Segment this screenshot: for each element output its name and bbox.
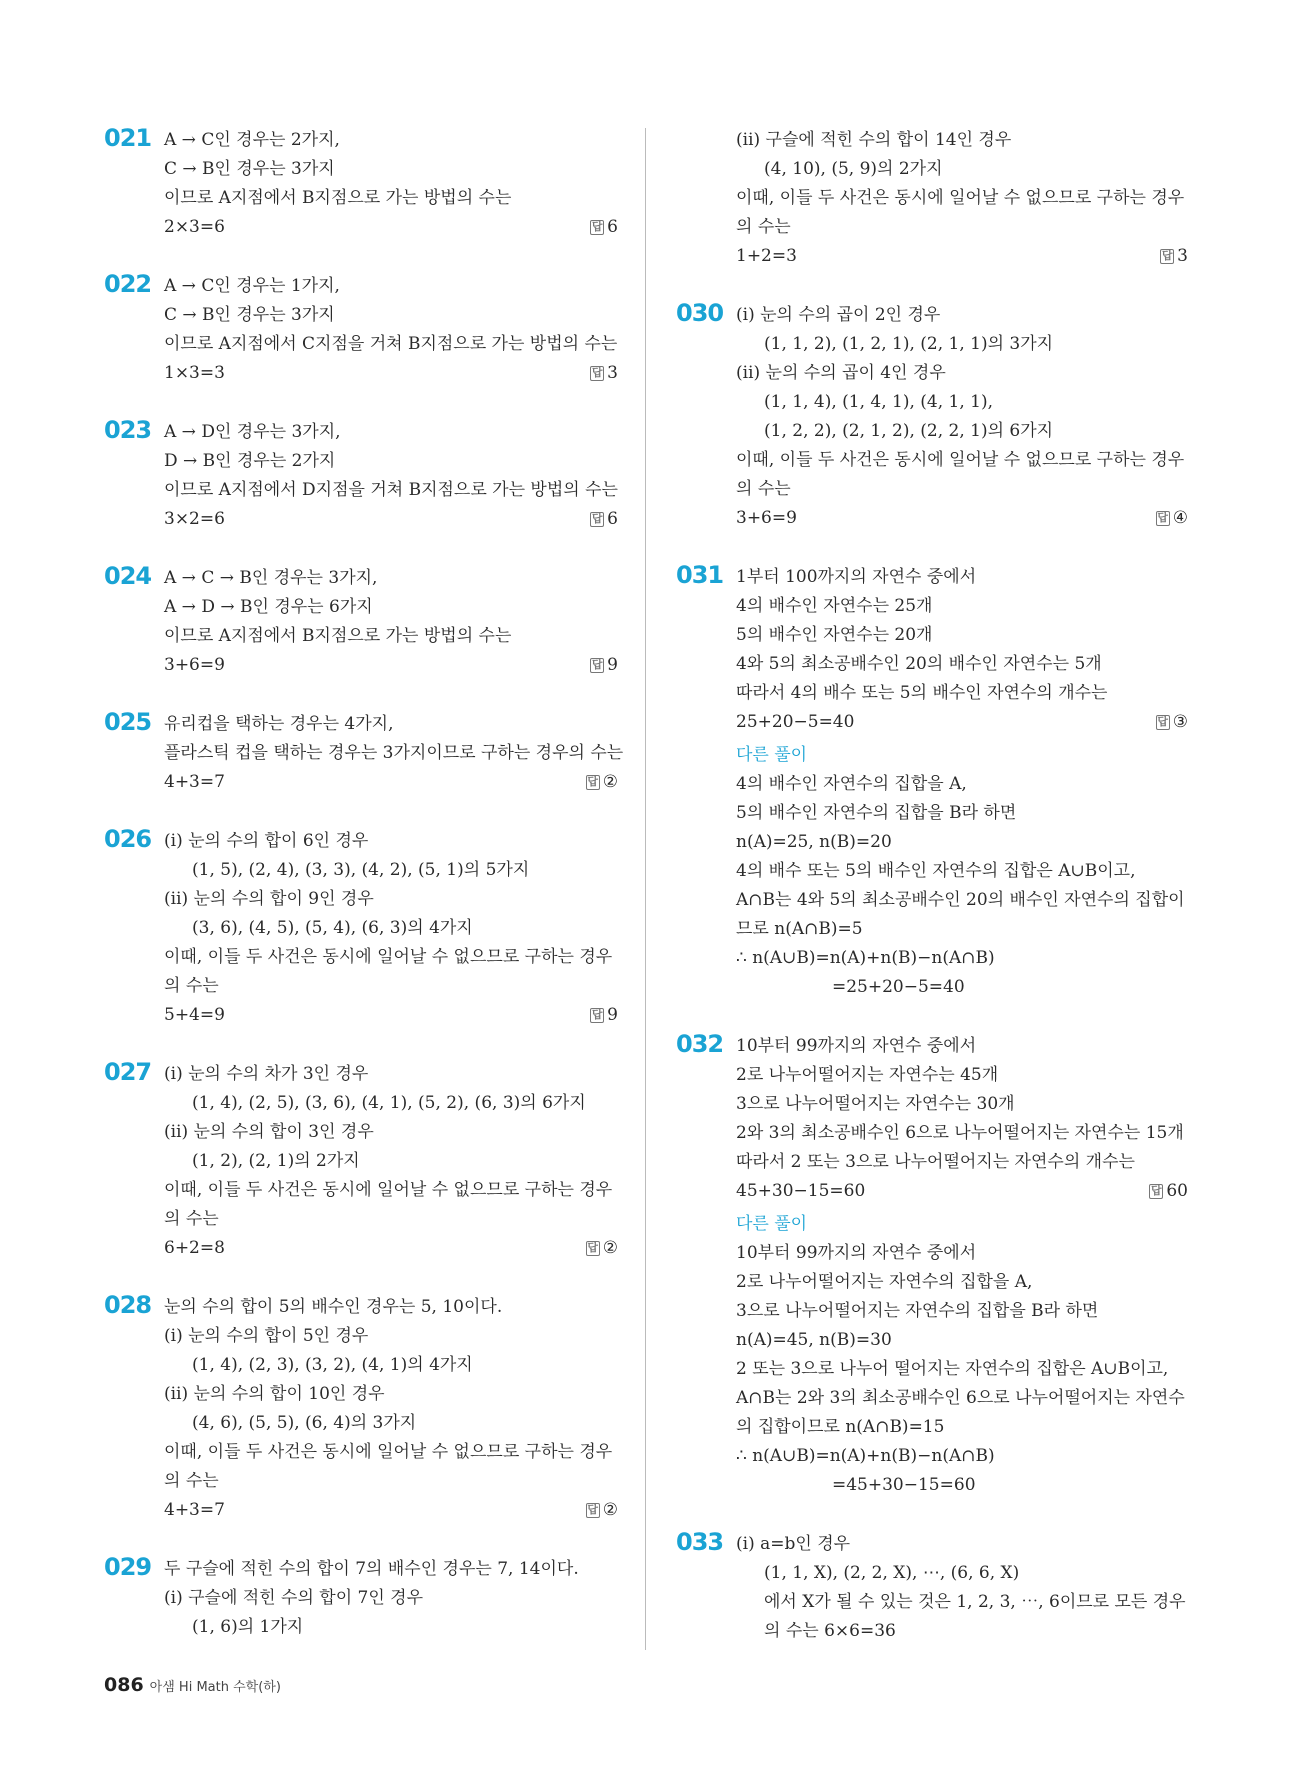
line-text: 4+3=7 bbox=[164, 772, 225, 792]
line-text: 의 수는 6×6=36 bbox=[764, 1621, 896, 1641]
problem-number: 027 bbox=[104, 1058, 152, 1086]
solution-line bbox=[164, 1613, 618, 1642]
solution-line bbox=[736, 592, 1188, 621]
line-text: C → B인 경우는 3가지 bbox=[164, 159, 335, 179]
line-text: ∴ n(A∪B)=n(A)+n(B)−n(A∩B) bbox=[736, 948, 995, 968]
line-text: 1×3=3 bbox=[164, 363, 225, 383]
problem-number: 029 bbox=[104, 1553, 152, 1581]
solution-line bbox=[736, 301, 1188, 330]
solution-line bbox=[736, 650, 1188, 679]
line-text: 이므로 A지점에서 D지점을 거쳐 B지점으로 가는 방법의 수는 bbox=[164, 480, 618, 500]
answer-icon: 답 bbox=[1151, 1184, 1162, 1197]
solution-line bbox=[164, 943, 618, 972]
line-text: 의 수는 bbox=[164, 1209, 219, 1229]
solution-line bbox=[736, 1177, 1188, 1206]
line-text: 6+2=8 bbox=[164, 1238, 225, 1258]
solution-line bbox=[164, 1118, 618, 1147]
answer-icon: 답 bbox=[1157, 511, 1169, 524]
answer-mark bbox=[590, 1001, 618, 1030]
answer-mark bbox=[586, 1234, 618, 1263]
line-text: (ⅰ) 눈의 수의 합이 6인 경우 bbox=[164, 831, 369, 851]
solution-line bbox=[164, 213, 618, 242]
line-text: 이때, 이들 두 사건은 동시에 일어날 수 없으므로 구하는 경우 bbox=[164, 1442, 613, 1462]
answer-mark bbox=[590, 213, 618, 242]
solution-line bbox=[736, 708, 1188, 737]
answer-value: 9 bbox=[607, 1005, 618, 1025]
line-text: 이때, 이들 두 사건은 동시에 일어날 수 없으므로 구하는 경우 bbox=[164, 1180, 613, 1200]
problem-number: 031 bbox=[676, 561, 724, 589]
column-divider bbox=[645, 128, 646, 1650]
solution-line bbox=[736, 1061, 1188, 1090]
alt-solution-line bbox=[736, 1355, 1188, 1384]
line-text: A∩B는 4와 5의 최소공배수인 20의 배수인 자연수의 집합이 bbox=[736, 890, 1185, 910]
problem-022 bbox=[104, 272, 618, 388]
solution-line bbox=[736, 1588, 1188, 1617]
solution-line bbox=[164, 330, 618, 359]
line-text: (ⅰ) a=b인 경우 bbox=[736, 1534, 851, 1554]
solution-line bbox=[164, 622, 618, 651]
alt-solution-line bbox=[736, 886, 1188, 915]
problem-number: 025 bbox=[104, 708, 152, 736]
answer-mark bbox=[586, 1496, 618, 1525]
solution-line bbox=[164, 1467, 618, 1496]
answer-mark bbox=[1156, 708, 1188, 737]
line-text: (4, 10), (5, 9)의 2가지 bbox=[764, 159, 943, 179]
solution-line bbox=[736, 126, 1188, 155]
solution-line bbox=[164, 1584, 618, 1613]
solution-line bbox=[164, 1176, 618, 1205]
line-text: 2와 3의 최소공배수인 6으로 나누어떨어지는 자연수는 15개 bbox=[736, 1123, 1184, 1143]
line-text: (1, 1, 2), (1, 2, 1), (2, 1, 1)의 3가지 bbox=[764, 334, 1054, 354]
line-text: 5+4=9 bbox=[164, 1005, 225, 1025]
line-text: ∴ n(A∪B)=n(A)+n(B)−n(A∩B) bbox=[736, 1446, 995, 1466]
line-text: 3으로 나누어떨어지는 자연수의 집합을 B라 하면 bbox=[736, 1301, 1099, 1321]
line-text: 4의 배수인 자연수의 집합을 A, bbox=[736, 774, 967, 794]
solution-line bbox=[164, 126, 618, 155]
line-text: n(A)=45, n(B)=30 bbox=[736, 1330, 892, 1350]
solution-line bbox=[736, 330, 1188, 359]
line-text: 5의 배수인 자연수의 집합을 B라 하면 bbox=[736, 803, 1017, 823]
line-text: 2×3=6 bbox=[164, 217, 225, 237]
line-text: (ⅰ) 눈의 수의 차가 3인 경우 bbox=[164, 1064, 369, 1084]
solution-line bbox=[736, 213, 1188, 242]
solution-line bbox=[164, 1205, 618, 1234]
line-text: =25+20−5=40 bbox=[832, 977, 965, 997]
line-text: (1, 1, 4), (1, 4, 1), (4, 1, 1), bbox=[764, 392, 994, 412]
answer-value: 9 bbox=[607, 655, 618, 675]
line-text: 이때, 이들 두 사건은 동시에 일어날 수 없으므로 구하는 경우 bbox=[736, 450, 1185, 470]
answer-value: 3 bbox=[1177, 246, 1188, 266]
solution-line bbox=[736, 563, 1188, 592]
solution-line bbox=[736, 621, 1188, 650]
problem-number: 030 bbox=[676, 299, 724, 327]
solution-line bbox=[164, 301, 618, 330]
line-text: (ⅱ) 눈의 수의 곱이 4인 경우 bbox=[736, 363, 946, 383]
solution-line bbox=[164, 827, 618, 856]
line-text: A → C → B인 경우는 3가지, bbox=[164, 568, 378, 588]
solution-line bbox=[736, 184, 1188, 213]
line-text: 2로 나누어떨어지는 자연수는 45개 bbox=[736, 1065, 999, 1085]
solution-line bbox=[164, 359, 618, 388]
problem-number: 026 bbox=[104, 825, 152, 853]
problem-continued bbox=[676, 126, 1188, 271]
solution-line bbox=[736, 155, 1188, 184]
line-text: 에서 X가 될 수 있는 것은 1, 2, 3, ⋯, 6이므로 모든 경우 bbox=[764, 1592, 1186, 1612]
answer-icon: 답 bbox=[591, 1008, 603, 1021]
alt-solution-line bbox=[736, 915, 1188, 944]
book-title: 아샘 Hi Math 수학(하) bbox=[149, 1680, 281, 1695]
answer-value: 60 bbox=[1166, 1181, 1188, 1201]
answer-icon: 답 bbox=[587, 1503, 599, 1516]
line-text: 4의 배수인 자연수는 25개 bbox=[736, 596, 933, 616]
solution-line bbox=[164, 1409, 618, 1438]
alt-solution-line bbox=[736, 1326, 1188, 1355]
problem-033 bbox=[676, 1530, 1188, 1646]
solution-line bbox=[164, 1496, 618, 1525]
problem-number: 022 bbox=[104, 270, 152, 298]
problem-028 bbox=[104, 1293, 618, 1525]
solution-line bbox=[164, 1234, 618, 1263]
line-text: 10부터 99까지의 자연수 중에서 bbox=[736, 1243, 977, 1263]
solution-line bbox=[164, 272, 618, 301]
solution-line bbox=[736, 504, 1188, 533]
answer-icon: 답 bbox=[591, 512, 603, 525]
solution-line bbox=[164, 710, 618, 739]
line-text: 따라서 4의 배수 또는 5의 배수인 자연수의 개수는 bbox=[736, 683, 1108, 703]
problem-number: 023 bbox=[104, 416, 152, 444]
solution-line bbox=[736, 1530, 1188, 1559]
solution-line bbox=[736, 1032, 1188, 1061]
solution-line bbox=[164, 1147, 618, 1176]
solution-line bbox=[164, 885, 618, 914]
page-number: 086 bbox=[104, 1674, 144, 1696]
solution-line bbox=[164, 1438, 618, 1467]
line-text: (ⅰ) 구슬에 적힌 수의 합이 7인 경우 bbox=[164, 1588, 424, 1608]
line-text: (1, 1, X), (2, 2, X), ⋯, (6, 6, X) bbox=[764, 1563, 1020, 1583]
line-text: 2로 나누어떨어지는 자연수의 집합을 A, bbox=[736, 1272, 1033, 1292]
line-text: (3, 6), (4, 5), (5, 4), (6, 3)의 4가지 bbox=[192, 918, 473, 938]
solution-line bbox=[164, 651, 618, 680]
right-column bbox=[676, 126, 1188, 1646]
problem-024 bbox=[104, 564, 618, 680]
line-text: (1, 4), (2, 5), (3, 6), (4, 1), (5, 2), (6, 3)의 6가지 bbox=[192, 1093, 586, 1113]
line-text: 3+6=9 bbox=[736, 508, 797, 528]
answer-mark bbox=[590, 359, 618, 388]
solution-line bbox=[164, 155, 618, 184]
solution-line bbox=[736, 446, 1188, 475]
alt-solution-heading: 다른 풀이 bbox=[736, 745, 808, 765]
answer-value: 6 bbox=[607, 217, 618, 237]
problem-number: 024 bbox=[104, 562, 152, 590]
line-text: 의 집합이므로 n(A∩B)=15 bbox=[736, 1417, 945, 1437]
line-text: =45+30−15=60 bbox=[832, 1475, 976, 1495]
line-text: 3×2=6 bbox=[164, 509, 225, 529]
answer-value: 6 bbox=[607, 509, 618, 529]
solution-line bbox=[164, 476, 618, 505]
answer-mark bbox=[1160, 242, 1188, 271]
line-text: 4의 배수 또는 5의 배수인 자연수의 집합은 A∪B이고, bbox=[736, 861, 1136, 881]
solution-line bbox=[164, 856, 618, 885]
problem-029 bbox=[104, 1555, 618, 1642]
solution-line bbox=[164, 1322, 618, 1351]
line-text: (1, 6)의 1가지 bbox=[192, 1617, 304, 1637]
answer-icon: 답 bbox=[591, 366, 603, 379]
alt-solution-line bbox=[736, 1268, 1188, 1297]
answer-value: ② bbox=[602, 772, 618, 792]
answer-value: ② bbox=[602, 1238, 618, 1258]
line-text: A → C인 경우는 2가지, bbox=[164, 130, 340, 150]
solution-line bbox=[736, 242, 1188, 271]
solution-line bbox=[164, 418, 618, 447]
line-text: n(A)=25, n(B)=20 bbox=[736, 832, 892, 852]
line-text: 므로 n(A∩B)=5 bbox=[736, 919, 863, 939]
solution-line bbox=[164, 1380, 618, 1409]
alt-solution-line bbox=[736, 1239, 1188, 1268]
line-text: 의 수는 bbox=[164, 1471, 219, 1491]
line-text: (1, 4), (2, 3), (3, 2), (4, 1)의 4가지 bbox=[192, 1355, 473, 1375]
solution-line bbox=[736, 475, 1188, 504]
problem-021 bbox=[104, 126, 618, 242]
solution-line bbox=[736, 679, 1188, 708]
line-text: 이때, 이들 두 사건은 동시에 일어날 수 없으므로 구하는 경우 bbox=[736, 188, 1185, 208]
problem-025 bbox=[104, 708, 624, 797]
solution-line bbox=[164, 1293, 618, 1322]
line-text: (ⅱ) 눈의 수의 합이 10인 경우 bbox=[164, 1384, 385, 1404]
problem-032 bbox=[676, 1032, 1188, 1500]
line-text: 따라서 2 또는 3으로 나누어떨어지는 자연수의 개수는 bbox=[736, 1152, 1135, 1172]
problem-030 bbox=[676, 301, 1188, 533]
answer-icon: 답 bbox=[1161, 249, 1173, 262]
problem-031 bbox=[676, 563, 1188, 1002]
solution-line bbox=[736, 1559, 1188, 1588]
line-text: A → D → B인 경우는 6가지 bbox=[164, 597, 373, 617]
line-text: 이므로 A지점에서 B지점으로 가는 방법의 수는 bbox=[164, 626, 512, 646]
line-text: (1, 2, 2), (2, 1, 2), (2, 2, 1)의 6가지 bbox=[764, 421, 1054, 441]
line-text: 45+30−15=60 bbox=[736, 1181, 866, 1201]
solution-line bbox=[736, 1148, 1188, 1177]
solution-line bbox=[164, 1351, 618, 1380]
alt-solution-line bbox=[736, 828, 1188, 857]
line-text: 플라스틱 컵을 택하는 경우는 3가지이므로 구하는 경우의 수는 bbox=[164, 743, 624, 763]
solution-line bbox=[164, 593, 618, 622]
answer-value: 3 bbox=[607, 363, 618, 383]
answer-mark bbox=[1156, 504, 1188, 533]
alt-solution-line bbox=[736, 1413, 1188, 1442]
solution-line bbox=[164, 1060, 618, 1089]
alt-solution-line bbox=[736, 973, 1188, 1002]
line-text: D → B인 경우는 2가지 bbox=[164, 451, 336, 471]
line-text: 5의 배수인 자연수는 20개 bbox=[736, 625, 933, 645]
alt-solution-line bbox=[736, 1297, 1188, 1326]
line-text: (ⅱ) 구슬에 적힌 수의 합이 14인 경우 bbox=[736, 130, 1012, 150]
line-text: 3+6=9 bbox=[164, 655, 225, 675]
line-text: 이므로 A지점에서 B지점으로 가는 방법의 수는 bbox=[164, 188, 512, 208]
line-text: 1부터 100까지의 자연수 중에서 bbox=[736, 567, 977, 587]
line-text: (ⅰ) 눈의 수의 곱이 2인 경우 bbox=[736, 305, 941, 325]
line-text: 1+2=3 bbox=[736, 246, 797, 266]
alt-solution-line bbox=[736, 1442, 1188, 1471]
problem-026 bbox=[104, 827, 618, 1030]
solution-line bbox=[164, 1089, 618, 1118]
solution-line bbox=[164, 505, 618, 534]
line-text: 25+20−5=40 bbox=[736, 712, 855, 732]
alt-solution-line bbox=[736, 1384, 1188, 1413]
answer-value: ④ bbox=[1172, 508, 1188, 528]
solution-line bbox=[164, 184, 618, 213]
answer-mark bbox=[586, 768, 618, 797]
solution-line bbox=[164, 768, 618, 797]
line-text: A → C인 경우는 1가지, bbox=[164, 276, 340, 296]
solution-line bbox=[164, 564, 618, 593]
solution-line bbox=[164, 1001, 618, 1030]
solution-line bbox=[736, 388, 1188, 417]
problem-number: 033 bbox=[676, 1528, 724, 1556]
answer-icon: 답 bbox=[591, 658, 603, 671]
solution-line bbox=[736, 1090, 1188, 1119]
line-text: 유리컵을 택하는 경우는 4가지, bbox=[164, 714, 394, 734]
line-text: 두 구슬에 적힌 수의 합이 7의 배수인 경우는 7, 14이다. bbox=[164, 1559, 579, 1579]
answer-value: ② bbox=[602, 1500, 618, 1520]
line-text: (ⅱ) 눈의 수의 합이 9인 경우 bbox=[164, 889, 374, 909]
solution-line bbox=[736, 1617, 1188, 1646]
line-text: (4, 6), (5, 5), (6, 4)의 3가지 bbox=[192, 1413, 417, 1433]
alt-solution-heading: 다른 풀이 bbox=[736, 1214, 808, 1234]
problem-number: 028 bbox=[104, 1291, 152, 1319]
line-text: 3으로 나누어떨어지는 자연수는 30개 bbox=[736, 1094, 1015, 1114]
line-text: (ⅰ) 눈의 수의 합이 5인 경우 bbox=[164, 1326, 369, 1346]
line-text: A∩B는 2와 3의 최소공배수인 6으로 나누어떨어지는 자연수 bbox=[736, 1388, 1185, 1408]
answer-mark bbox=[590, 505, 618, 534]
line-text: (ⅱ) 눈의 수의 합이 3인 경우 bbox=[164, 1122, 374, 1142]
answer-mark bbox=[590, 651, 618, 680]
solution-line bbox=[164, 914, 618, 943]
page-footer bbox=[104, 1674, 281, 1696]
solution-line bbox=[164, 739, 624, 768]
answer-icon: 답 bbox=[587, 775, 599, 788]
solution-line bbox=[164, 972, 618, 1001]
solution-line bbox=[164, 447, 618, 476]
line-text: 의 수는 bbox=[164, 976, 219, 996]
problem-023 bbox=[104, 418, 618, 534]
alt-solution-line bbox=[736, 1471, 1188, 1500]
solution-line bbox=[736, 417, 1188, 446]
line-text: C → B인 경우는 3가지 bbox=[164, 305, 335, 325]
problem-027 bbox=[104, 1060, 618, 1263]
line-text: 4+3=7 bbox=[164, 1500, 225, 1520]
alt-solution-line bbox=[736, 770, 1188, 799]
left-column bbox=[104, 124, 624, 1642]
line-text: 눈의 수의 합이 5의 배수인 경우는 5, 10이다. bbox=[164, 1297, 503, 1317]
line-text: 이므로 A지점에서 C지점을 거쳐 B지점으로 가는 방법의 수는 bbox=[164, 334, 618, 354]
alt-solution-line bbox=[736, 799, 1188, 828]
answer-icon: 답 bbox=[587, 1241, 599, 1254]
alt-solution-line bbox=[736, 857, 1188, 886]
line-text: 이때, 이들 두 사건은 동시에 일어날 수 없으므로 구하는 경우 bbox=[164, 947, 613, 967]
line-text: 의 수는 bbox=[736, 479, 791, 499]
answer-icon: 답 bbox=[591, 220, 603, 233]
line-text: (1, 2), (2, 1)의 2가지 bbox=[192, 1151, 360, 1171]
line-text: (1, 5), (2, 4), (3, 3), (4, 2), (5, 1)의 5가지 bbox=[192, 860, 530, 880]
solution-line bbox=[164, 1555, 618, 1584]
line-text: 4와 5의 최소공배수인 20의 배수인 자연수는 5개 bbox=[736, 654, 1102, 674]
answer-value: ③ bbox=[1172, 712, 1188, 732]
problem-number: 032 bbox=[676, 1030, 724, 1058]
line-text: 의 수는 bbox=[736, 217, 791, 237]
line-text: 2 또는 3으로 나누어 떨어지는 자연수의 집합은 A∪B이고, bbox=[736, 1359, 1169, 1379]
solution-line bbox=[736, 1119, 1188, 1148]
line-text: A → D인 경우는 3가지, bbox=[164, 422, 341, 442]
alt-solution-line bbox=[736, 944, 1188, 973]
line-text: 10부터 99까지의 자연수 중에서 bbox=[736, 1036, 977, 1056]
answer-icon: 답 bbox=[1157, 715, 1169, 728]
answer-mark bbox=[1149, 1177, 1188, 1206]
problem-number: 021 bbox=[104, 124, 152, 152]
solution-line bbox=[736, 359, 1188, 388]
